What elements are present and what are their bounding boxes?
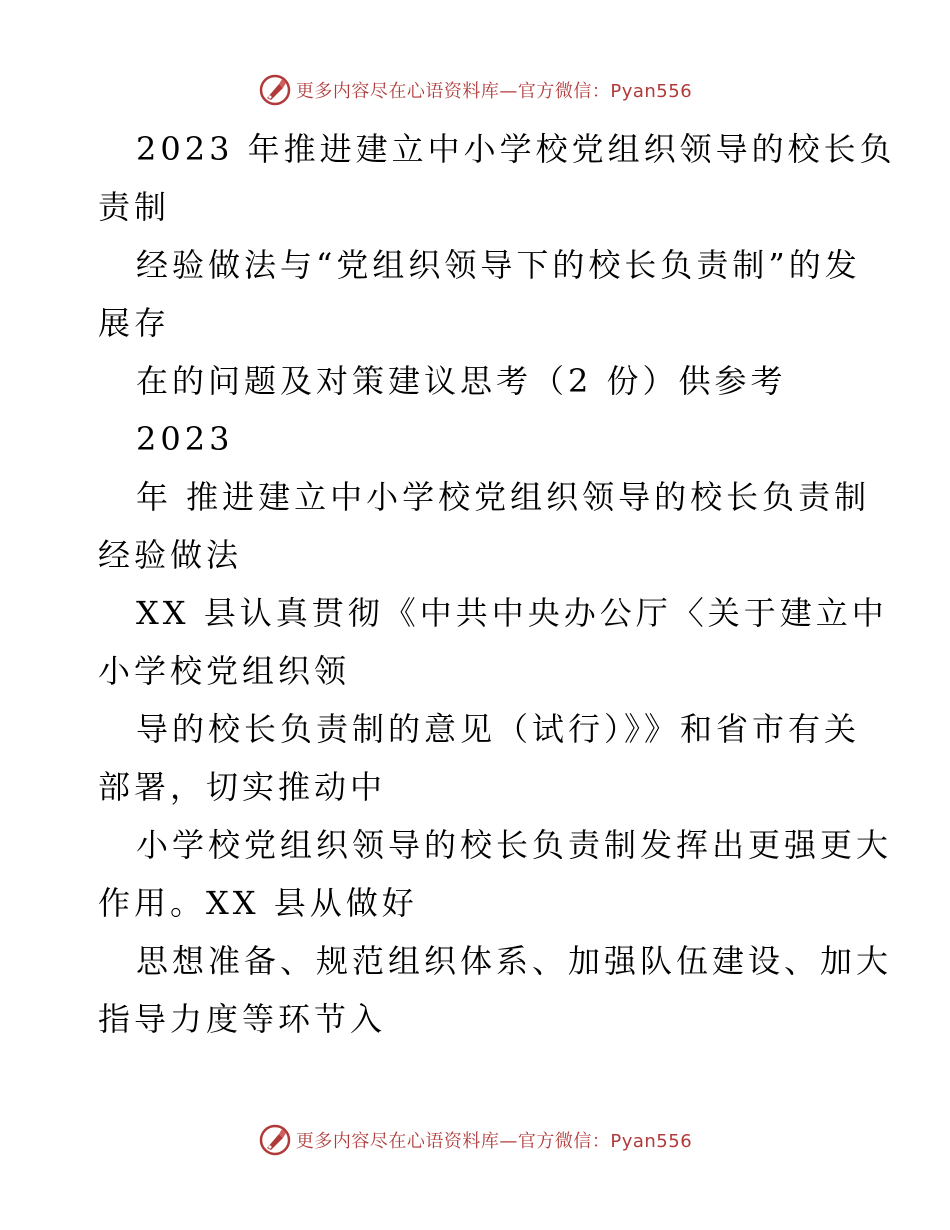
text-line: 在的问题及对策建议思考（2 份）供参考 — [136, 362, 787, 400]
text-line: 展存 — [98, 304, 171, 342]
text-line: 思想准备、规范组织体系、加强队伍建设、加大 — [136, 942, 893, 980]
text-line: 经验做法 — [98, 536, 243, 574]
text-line: 导的校长负责制的意见（试行）》》和省市有关 — [136, 710, 861, 748]
text-line: 责制 — [98, 188, 171, 226]
text-line: 作用。XX 县从做好 — [98, 884, 418, 922]
pen-nib-logo-icon — [258, 73, 292, 107]
pen-nib-logo-icon — [258, 1123, 292, 1157]
footer-banner-text: 更多内容尽在心语资料库—官方微信：Pyan556 — [295, 1131, 693, 1152]
footer-banner — [0, 1120, 950, 1160]
text-line: XX 县认真贯彻《中共中央办公厅〈关于建立中 — [136, 594, 888, 632]
header-banner-text: 更多内容尽在心语资料库—官方微信：Pyan556 — [295, 81, 693, 102]
text-line: 年 推进建立中小学校党组织领导的校长负责制 — [136, 478, 871, 516]
text-line: 指导力度等环节入 — [98, 1000, 387, 1038]
text-line: 小学校党组织领导的校长负责制发挥出更强更大 — [136, 826, 893, 864]
document-body — [98, 120, 896, 1048]
text-line: 小学校党组织领 — [98, 652, 351, 690]
text-line: 经验做法与“党组织领导下的校长负责制”的发 — [136, 246, 861, 284]
text-line: 2023 — [136, 420, 234, 458]
text-line: 部署，切实推动中 — [98, 768, 387, 806]
header-banner — [0, 70, 950, 110]
text-line: 2023 年推进建立中小学校党组织领导的校长负 — [136, 130, 896, 168]
